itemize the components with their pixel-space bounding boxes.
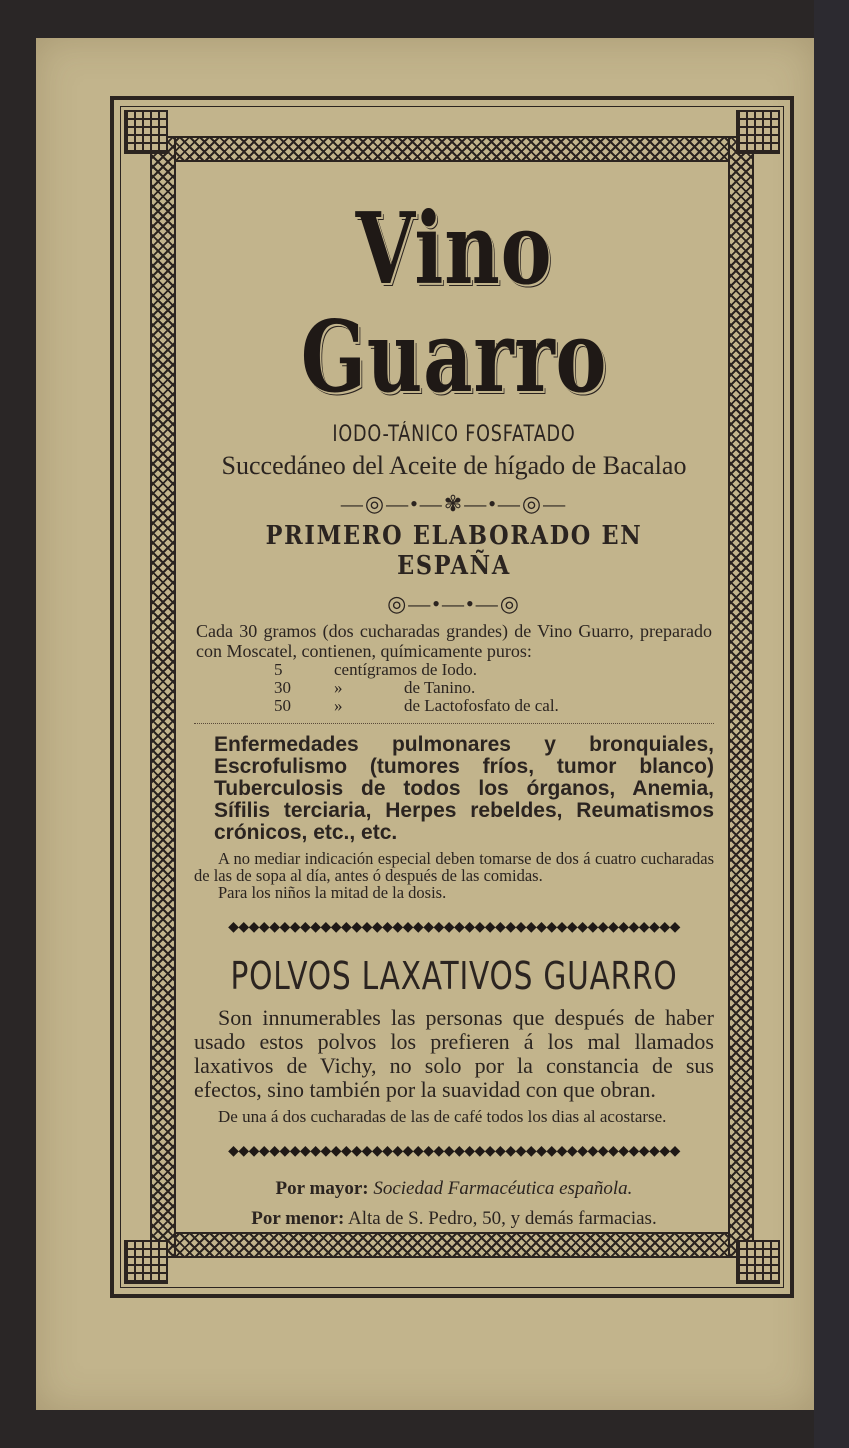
subtitle-description: Succedáneo del Aceite de hígado de Bacalao [221, 450, 687, 480]
dose-row: 5 centígramos de Iodo. [274, 659, 478, 679]
divider [194, 723, 714, 724]
border-band-top [150, 136, 754, 162]
flourish-ornament-icon: —◎—•—✾—•—◎— [340, 490, 568, 516]
dose-row: 30 » de Tanino. [274, 677, 476, 697]
composition-text: Cada 30 gramos (dos cucharadas grandes) de Vino Guarro, preparado con Moscatel, contienen, químicamente puros: [196, 620, 712, 661]
border-band-bottom [150, 1232, 754, 1258]
subtitle-composition: IODO-TÁNICO FOSFATADO [332, 421, 576, 447]
product-title: Vino Guarro [300, 192, 608, 415]
corner-ornament-icon [736, 110, 780, 154]
corner-ornament-icon [124, 1240, 168, 1284]
wholesale-value: Sociedad Farmacéutica española. [373, 1177, 633, 1199]
flourish-ornament-icon: ◎—•—•—◎ [387, 590, 521, 616]
retail-label: Por menor: [251, 1207, 345, 1229]
dosage-instructions: A no mediar indicación especial deben tomarse de dos á cuatro cucharadas de las de sopa al día, antes ó después de las comidas. [194, 848, 714, 885]
second-product-title: POLVOS LAXATIVOS GUARRO [230, 953, 678, 998]
border-band-left [150, 136, 176, 1258]
diamond-divider-icon: ◆◆◆◆◆◆◆◆◆◆◆◆◆◆◆◆◆◆◆◆◆◆◆◆◆◆◆◆◆◆◆◆◆◆◆◆◆◆◆◆◆◆◆◆ [228, 919, 680, 935]
diamond-divider-icon: ◆◆◆◆◆◆◆◆◆◆◆◆◆◆◆◆◆◆◆◆◆◆◆◆◆◆◆◆◆◆◆◆◆◆◆◆◆◆◆◆◆◆◆◆ [228, 1143, 680, 1159]
second-product-dosage: De una á dos cucharadas de las de café todos los dias al acostarse. [218, 1106, 667, 1126]
dose-list [194, 661, 714, 715]
book-spine [814, 0, 849, 1448]
wholesale-label: Por mayor: [275, 1177, 369, 1199]
wholesale-line [194, 1178, 714, 1200]
corner-ornament-icon [124, 110, 168, 154]
border-band-right [728, 136, 754, 1258]
headline: PRIMERO ELABORADO EN ESPAÑA [265, 520, 643, 581]
corner-ornament-icon [736, 1240, 780, 1284]
retail-value: Alta de S. Pedro, 50, y demás farmacias. [348, 1207, 657, 1229]
second-product-description: Son innumerables las personas que después de haber usado estos polvos los prefieren á los mal llamados laxativos de Vichy, no solo por la constancia de sus efectos, sino también por la suavidad con que obran. [194, 1004, 714, 1102]
ornamental-frame [110, 96, 794, 1298]
dose-row: 50 » de Lactofosfato de cal. [274, 695, 559, 715]
indications-list: Enfermedades pulmonares y bronquiales, Escrofulismo (tumores fríos, tumor blanco) Tuberculosis de todos los órganos, Anemia, Sífilis terciaria, Herpes rebeldes, Reumatismos crónicos, etc., etc. [214, 732, 714, 844]
children-dosage: Para los niños la mitad de la dosis. [218, 882, 447, 902]
retail-line [194, 1208, 714, 1230]
page [36, 38, 814, 1410]
ad-content [194, 192, 714, 1230]
